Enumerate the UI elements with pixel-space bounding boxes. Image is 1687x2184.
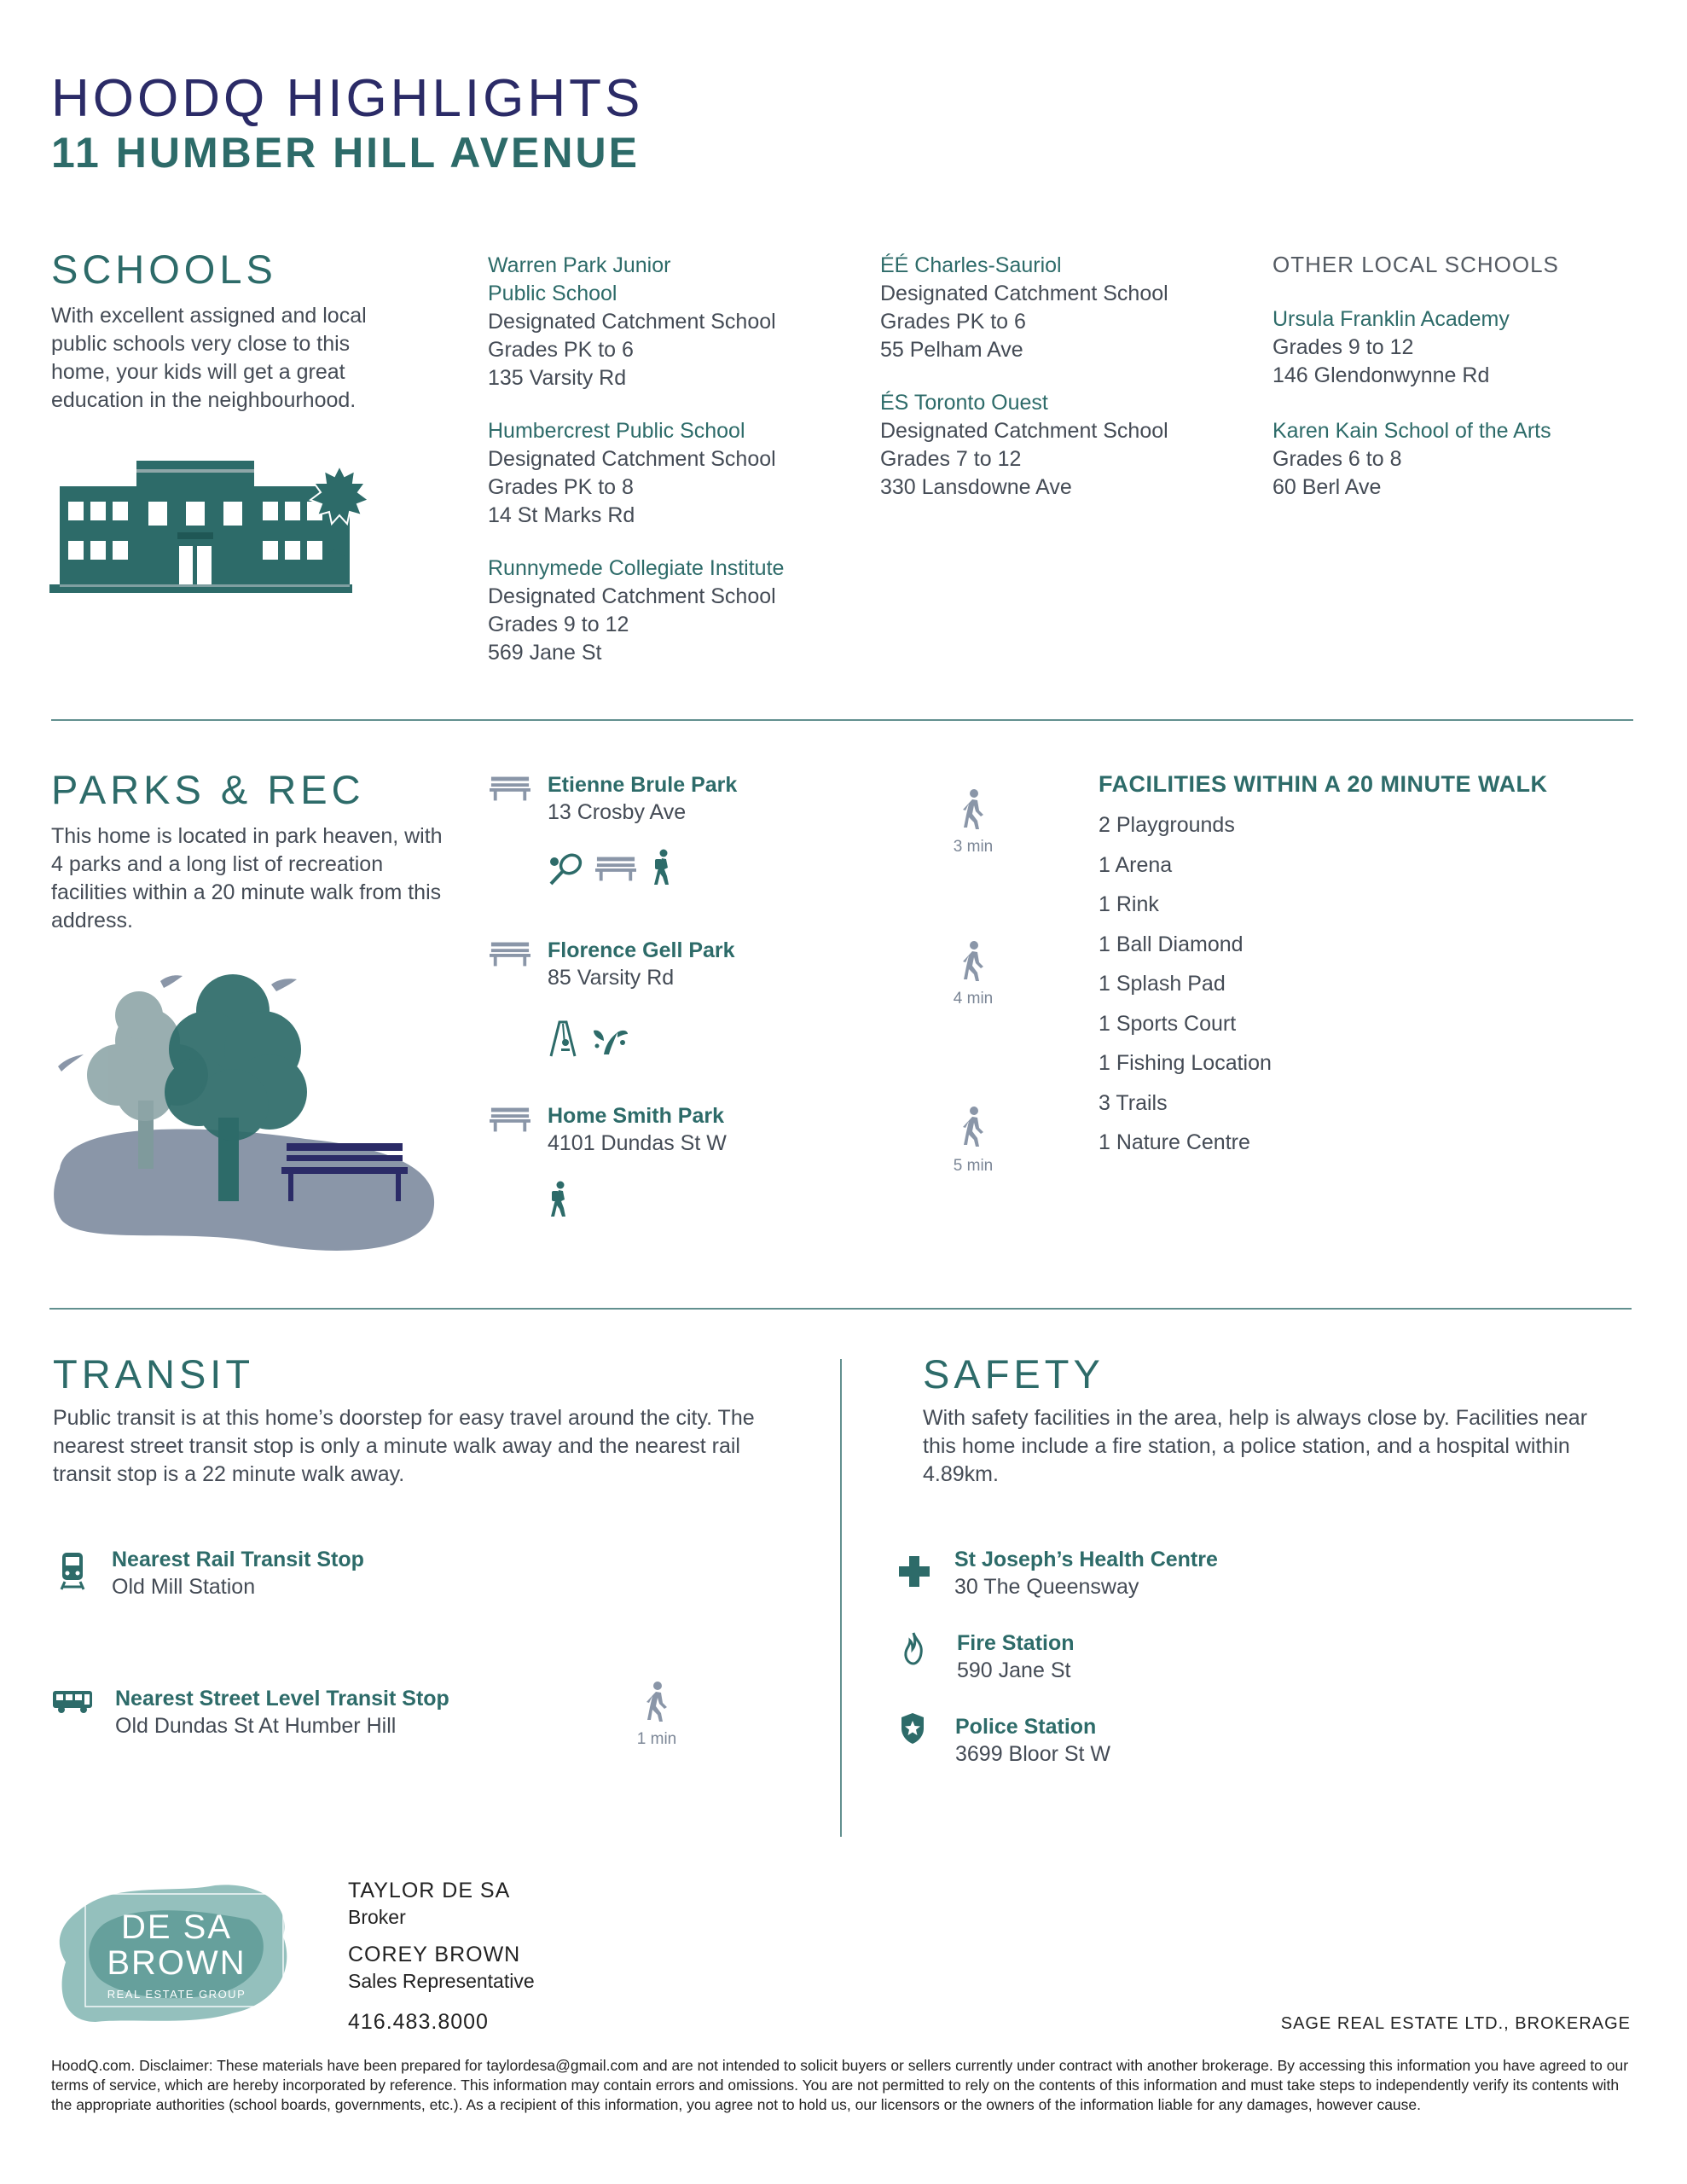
school-type: Designated Catchment School	[488, 584, 776, 608]
walk-time: 5 min	[953, 1157, 994, 1175]
hiking-icon	[651, 849, 673, 886]
fire-icon	[902, 1631, 925, 1665]
safety-address: 3699 Bloor St W	[955, 1742, 1111, 1766]
train-icon	[60, 1551, 85, 1590]
park-bench-icon	[490, 775, 530, 802]
school-grades: Grades PK to 6	[880, 310, 1026, 334]
school-name: Humbercrest Public School	[488, 419, 745, 443]
school-name: ÉÉ Charles-Sauriol	[880, 253, 1062, 277]
agent-role: Sales Representative	[348, 1970, 535, 1992]
facility-item: 1 Rink	[1099, 892, 1159, 916]
school-building-illustration	[49, 461, 378, 623]
agent-name: TAYLOR DE SA	[348, 1879, 511, 1902]
facility-item: 1 Nature Centre	[1099, 1130, 1250, 1154]
school-type: Designated Catchment School	[488, 310, 776, 334]
schools-intro: With excellent assigned and local public schools very close to this home, your kids will get a great education in the neighbourhood.	[51, 304, 367, 412]
brokerage-name: SAGE REAL ESTATE LTD., BROKERAGE	[1280, 2014, 1631, 2033]
school-card	[880, 389, 1247, 502]
safety-address: 30 The Queensway	[954, 1575, 1139, 1599]
rail-stop-card	[112, 1546, 364, 1600]
facility-item: 1 Splash Pad	[1099, 972, 1226, 996]
school-address: 14 St Marks Rd	[488, 503, 635, 527]
safety-address: 590 Jane St	[957, 1658, 1071, 1682]
school-name: Runnymede Collegiate Institute	[488, 556, 785, 580]
facility-item: 1 Ball Diamond	[1099, 932, 1244, 956]
school-card	[1272, 305, 1639, 390]
park-address: 4101 Dundas St W	[548, 1131, 727, 1155]
transit-heading: TRANSIT	[53, 1351, 255, 1397]
street-stop-title: Nearest Street Level Transit Stop	[115, 1687, 449, 1711]
parks-intro: This home is located in park heaven, with 4 parks and a long list of recreation facilities within a 20 minute walk from this address.	[51, 824, 443, 932]
park-bench-icon	[490, 1106, 530, 1133]
safety-title: Fire Station	[957, 1631, 1075, 1655]
facility-item: 1 Arena	[1099, 853, 1173, 877]
school-name: ÉS Toronto Ouest	[880, 391, 1048, 415]
school-grades: Grades 9 to 12	[1272, 335, 1414, 359]
school-grades: Grades PK to 6	[488, 338, 634, 362]
park-bench-icon	[490, 940, 530, 967]
park-name: Home Smith Park	[548, 1104, 725, 1128]
park-address: 13 Crosby Ave	[548, 800, 687, 824]
bench-icon	[595, 855, 636, 882]
school-address: 569 Jane St	[488, 641, 602, 665]
school-type: Designated Catchment School	[488, 447, 776, 471]
school-address: 135 Varsity Rd	[488, 366, 627, 390]
walking-icon	[644, 1681, 670, 1723]
hiking-icon	[548, 1181, 570, 1218]
column-divider	[840, 1359, 842, 1837]
other-schools-heading: OTHER LOCAL SCHOOLS	[1272, 252, 1559, 277]
school-address: 60 Berl Ave	[1272, 475, 1382, 499]
logo-text-line3: REAL ESTATE GROUP	[107, 1988, 246, 2001]
park-name: Florence Gell Park	[548, 938, 735, 962]
school-card	[488, 417, 855, 530]
police-shield-icon	[900, 1711, 925, 1745]
safety-card	[957, 1629, 1075, 1684]
school-card	[488, 555, 855, 667]
park-card	[548, 771, 737, 826]
phone-number[interactable]: 416.483.8000	[348, 2010, 489, 2034]
school-grades: Grades 6 to 8	[1272, 447, 1402, 471]
facility-item: 1 Fishing Location	[1099, 1051, 1272, 1075]
safety-title: Police Station	[955, 1715, 1097, 1739]
safety-title: St Joseph’s Health Centre	[954, 1548, 1218, 1571]
school-type: Designated Catchment School	[880, 419, 1168, 443]
school-grades: Grades 9 to 12	[488, 613, 629, 636]
street-stop-name: Old Dundas St At Humber Hill	[115, 1714, 397, 1738]
agent-name: COREY BROWN	[348, 1943, 521, 1966]
school-name: Warren Park Junior Public School	[488, 253, 671, 305]
agent-card	[348, 1943, 535, 1993]
facility-item: 3 Trails	[1099, 1091, 1168, 1115]
school-address: 146 Glendonwynne Rd	[1272, 363, 1490, 387]
schools-heading: SCHOOLS	[51, 247, 277, 292]
swing-icon	[548, 1020, 578, 1058]
safety-card	[954, 1546, 1218, 1600]
school-card	[880, 252, 1247, 364]
tennis-icon	[548, 853, 583, 887]
school-card	[488, 252, 855, 392]
logo-text-line1: DE SA	[120, 1908, 233, 1946]
walking-icon	[960, 940, 986, 983]
facility-item: 2 Playgrounds	[1099, 813, 1235, 837]
park-name: Etienne Brule Park	[548, 773, 738, 797]
transit-intro: Public transit is at this home’s doorstep for easy travel around the city. The nearest street transit stop is only a minute walk away and the nearest rail transit stop is a 22 minute walk away.	[53, 1406, 755, 1486]
facility-item: 1 Sports Court	[1099, 1012, 1237, 1036]
school-name: Ursula Franklin Academy	[1272, 307, 1510, 331]
walking-icon	[960, 788, 986, 831]
splash-pad-icon	[588, 1022, 629, 1056]
section-divider	[49, 1308, 1632, 1310]
page-address: 11 HUMBER HILL AVENUE	[51, 129, 640, 177]
bus-icon	[51, 1689, 94, 1715]
park-illustration	[49, 964, 446, 1271]
walk-time: 1 min	[636, 1730, 677, 1748]
parks-heading: PARKS & REC	[51, 767, 365, 812]
school-address: 55 Pelham Ave	[880, 338, 1023, 362]
logo-text-line2: BROWN	[107, 1944, 246, 1982]
school-name: Karen Kain School of the Arts	[1272, 419, 1551, 443]
safety-heading: SAFETY	[923, 1351, 1104, 1397]
agent-role: Broker	[348, 1906, 406, 1928]
school-card	[1272, 417, 1639, 502]
brokerage-logo	[53, 1877, 300, 2026]
safety-intro: With safety facilities in the area, help is always close by. Facilities near this home include a fire station, a police station, and a hospital within 4.89km.	[923, 1406, 1588, 1486]
park-card	[548, 1102, 727, 1157]
walk-time: 3 min	[953, 838, 994, 856]
school-grades: Grades 7 to 12	[880, 447, 1022, 471]
school-address: 330 Lansdowne Ave	[880, 475, 1072, 499]
walking-icon	[960, 1106, 986, 1148]
rail-stop-title: Nearest Rail Transit Stop	[112, 1548, 364, 1571]
street-stop-card	[115, 1685, 449, 1740]
facilities-heading: FACILITIES WITHIN A 20 MINUTE WALK	[1099, 771, 1548, 797]
park-address: 85 Varsity Rd	[548, 966, 675, 990]
rail-stop-name: Old Mill Station	[112, 1575, 256, 1599]
section-divider	[51, 719, 1633, 721]
park-card	[548, 937, 735, 991]
safety-card	[955, 1713, 1110, 1768]
school-grades: Grades PK to 8	[488, 475, 634, 499]
page-title: HOODQ HIGHLIGHTS	[51, 69, 644, 128]
walk-time: 4 min	[953, 990, 994, 1008]
disclaimer: HoodQ.com. Disclaimer: These materials have been prepared for taylordesa@gmail.com and are not intended to solicit buyers or sellers currently under contract with another brokerage. By accessing this information you have agreed to our terms of service, which are hereby incorporated by reference. This information may contain errors and omissions. You are not permitted to rely on the contents of this information and must take steps to independently verify its contents with the appropriate authorities (school boards, governments, etc.). As a recipient of this information, you agree not to hold us, our licensors or the owners of the information liable for any damages, however cause.	[51, 2057, 1629, 2113]
school-type: Designated Catchment School	[880, 282, 1168, 305]
hospital-cross-icon	[897, 1554, 931, 1589]
agent-card	[348, 1879, 510, 1929]
